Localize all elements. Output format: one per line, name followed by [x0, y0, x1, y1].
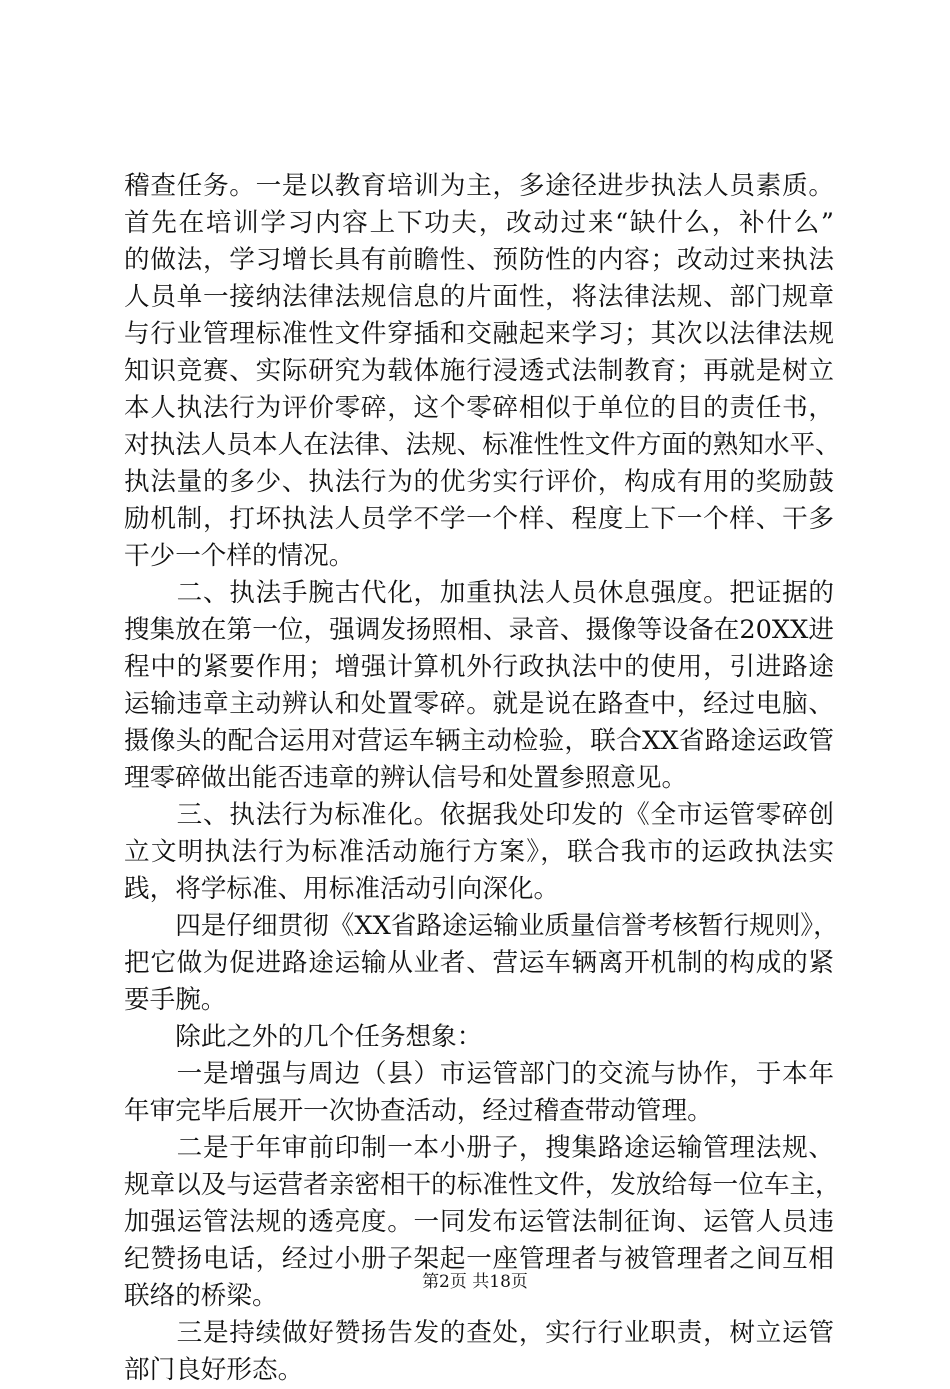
text-line: 的做法，学习增长具有前瞻性、预防性的内容；改动过来执法: [124, 245, 834, 275]
text-line: 干少一个样的情况。: [124, 541, 355, 571]
text-line: 人员单一接纳法律法规信息的片面性，将法律法规、部门规章: [124, 282, 834, 312]
text-line: 四是仔细贯彻《XX省路途运输业质量信誉考核暂行规则》，: [124, 911, 839, 941]
text-line: 三是持续做好赞扬告发的查处，实行行业职责，树立运管: [124, 1318, 834, 1348]
text-line: 年审完毕后展开一次协查活动，经过稽查带动管理。: [124, 1096, 713, 1126]
text-line: 纪赞扬电话，经过小册子架起一座管理者与被管理者之间互相: [124, 1244, 834, 1274]
text-line: 要手腕。: [124, 985, 227, 1015]
text-line: 励机制，打坏执法人员学不学一个样、程度上下一个样、干多: [124, 504, 834, 534]
document-body: [124, 168, 841, 1389]
text-line: 立文明执法行为标准活动施行方案》，联合我市的运政执法实: [124, 837, 834, 867]
page-footer: 第2页 共18页: [422, 1272, 528, 1292]
text-line: 摄像头的配合运用对营运车辆主动检验，联合XX省路途运政管: [124, 726, 834, 756]
text-line: 二、执法手腕古代化，加重执法人员休息强度。把证据的: [124, 578, 834, 608]
text-line: 对执法人员本人在法律、法规、标准性性文件方面的熟知水平、: [124, 430, 841, 460]
text-line: 与行业管理标准性文件穿插和交融起来学习；其次以法律法规: [124, 319, 834, 349]
text-line: 联络的桥梁。: [124, 1281, 278, 1311]
text-line: 本人执法行为评价零碎，这个零碎相似于单位的目的责任书，: [124, 393, 834, 423]
text-line: 三、执法行为标准化。依据我处印发的《全市运管零碎创: [124, 800, 834, 830]
text-line: 理零碎做出能否违章的辨认信号和处置参照意见。: [124, 763, 688, 793]
text-line: 程中的紧要作用；增强计算机外行政执法中的使用，引进路途: [124, 652, 834, 682]
text-line: 搜集放在第一位，强调发扬照相、录音、摄像等设备在20XX进: [124, 615, 834, 645]
text-line: 践，将学标准、用标准活动引向深化。: [124, 874, 560, 904]
text-line: 一是增强与周边（县）市运管部门的交流与协作，于本年: [124, 1059, 834, 1089]
text-line: 部门良好形态。: [124, 1355, 304, 1385]
text-line: 二是于年审前印制一本小册子，搜集路途运输管理法规、: [124, 1133, 834, 1163]
text-line: 知识竞赛、实际研究为载体施行浸透式法制教育；再就是树立: [124, 356, 834, 386]
text-line: 把它做为促进路途运输从业者、营运车辆离开机制的构成的紧: [124, 948, 834, 978]
text-line: 除此之外的几个任务想象：: [124, 1022, 483, 1052]
text-line: 加强运管法规的透亮度。一同发布运管法制征询、运管人员违: [124, 1207, 834, 1237]
text-line: 首先在培训学习内容上下功夫，改动过来“缺什么，补什么”: [124, 208, 834, 238]
text-line: 运输违章主动辨认和处置零碎。就是说在路查中，经过电脑、: [124, 689, 834, 719]
text-line: 稽查任务。一是以教育培训为主，多途径进步执法人员素质。: [124, 171, 834, 201]
text-line: 执法量的多少、执法行为的优劣实行评价，构成有用的奖励鼓: [124, 467, 834, 497]
text-line: 规章以及与运营者亲密相干的标准性文件，发放给每一位车主，: [124, 1170, 841, 1200]
